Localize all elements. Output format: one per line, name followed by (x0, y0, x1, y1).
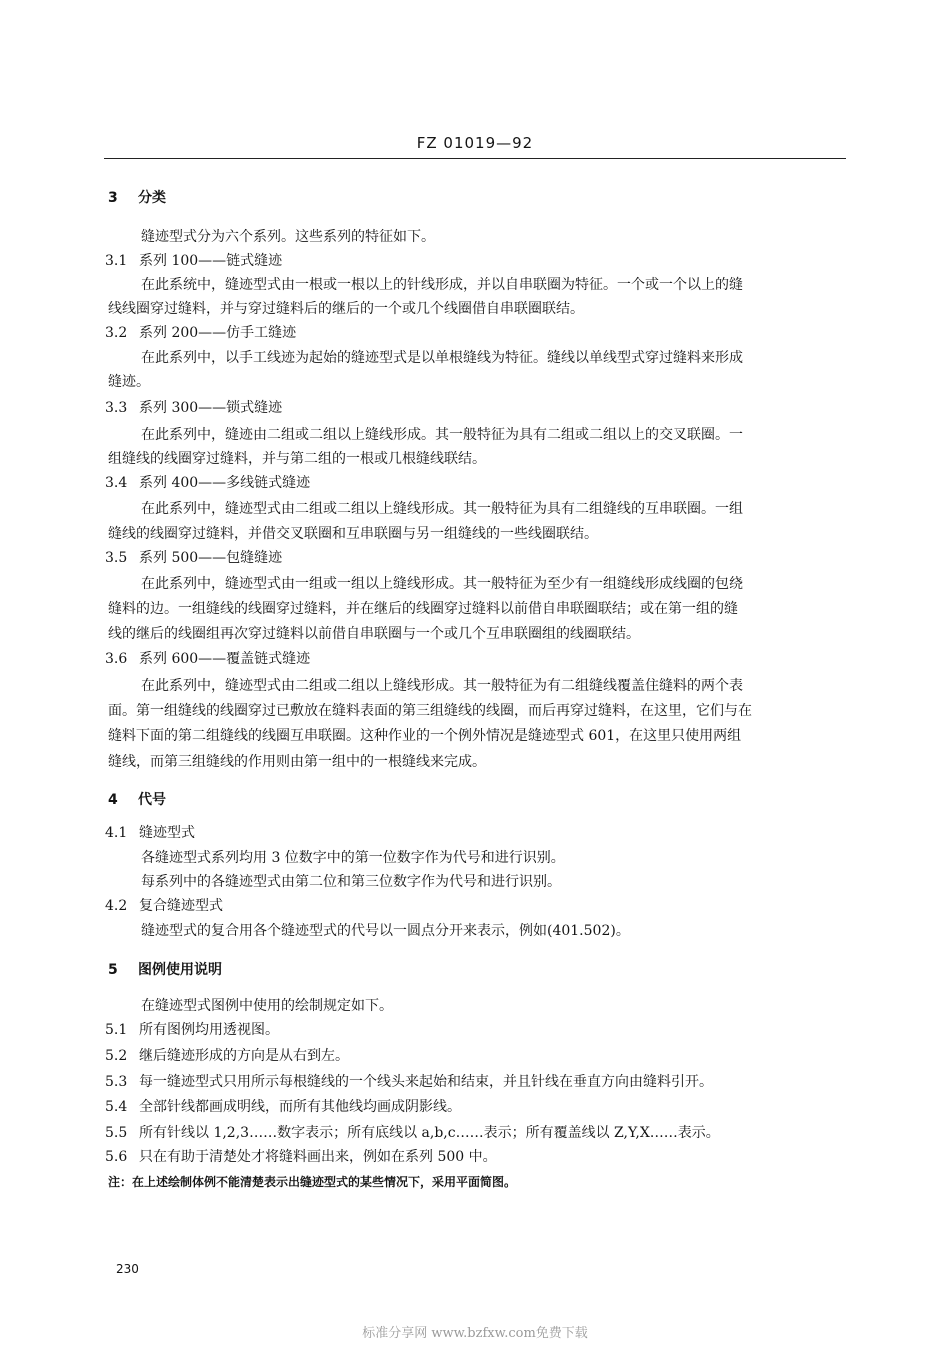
section-3-heading (108, 189, 166, 207)
subsection-title: 系列 300——锁式缝迹 (139, 400, 283, 416)
subsection-title: 系列 100——链式缝迹 (139, 253, 283, 269)
paragraph-line: 面。第一组缝线的线圈穿过已敷放在缝料表面的第三组缝线的线圈，而后再穿过缝料，在这里，它们与在 (108, 703, 752, 719)
item-number: 5.2 (105, 1048, 128, 1064)
section-5-heading (108, 961, 222, 979)
subsection-3-6-heading (105, 650, 310, 668)
subsection-number: 3.2 (105, 325, 128, 341)
item-text: 继后缝迹形成的方向是从右到左。 (139, 1048, 349, 1064)
paragraph-line: 线线圈穿过缝料，并与穿过缝料后的继后的一个或几个线圈借自串联圈联结。 (108, 301, 584, 317)
item-number: 5.1 (105, 1022, 128, 1038)
paragraph-line: 缝迹。 (108, 374, 150, 390)
subsection-number: 3.6 (105, 651, 128, 667)
section-number: 4 (108, 792, 118, 808)
list-item (105, 1124, 720, 1142)
subsection-title: 系列 200——仿手工缝迹 (139, 325, 297, 341)
section-title: 图例使用说明 (138, 962, 222, 978)
subsection-3-2-heading (105, 324, 296, 342)
subsection-title: 系列 500——包缝缝迹 (139, 550, 283, 566)
subsection-4-2-heading (105, 897, 223, 915)
subsection-3-1-heading (105, 252, 282, 270)
paragraph-line: 组缝线的线圈穿过缝料，并与第二组的一根或几根缝线联结。 (108, 451, 486, 467)
paragraph-line: 在此系列中，缝迹型式由二组或二组以上缝线形成。其一般特征为具有二组缝线的互串联圈。一组 (141, 501, 743, 517)
section-4-heading (108, 791, 166, 809)
item-number: 5.6 (105, 1149, 128, 1165)
section-title: 分类 (138, 190, 166, 206)
list-item (105, 1148, 497, 1166)
item-text: 所有针线以 1,2,3……数字表示；所有底线以 a,b,c……表示；所有覆盖线以 Z,Y,X……表示。 (139, 1125, 720, 1141)
paragraph-line: 缝线，而第三组缝线的作用则由第一组中的一根缝线来完成。 (108, 754, 486, 770)
paragraph-line: 每系列中的各缝迹型式由第二位和第三位数字作为代号和进行识别。 (141, 874, 561, 890)
subsection-number: 3.4 (105, 475, 128, 491)
paragraph: 在缝迹型式图例中使用的绘制规定如下。 (141, 998, 393, 1014)
subsection-number: 3.5 (105, 550, 128, 566)
section-title: 代号 (138, 792, 166, 808)
subsection-title: 系列 600——覆盖链式缝迹 (139, 651, 311, 667)
paragraph-line: 在此系统中，缝迹型式由一根或一根以上的针线形成，并以自串联圈为特征。一个或一个以上的缝 (141, 277, 743, 293)
watermark: 标准分享网 www.bzfxw.com免费下载 (362, 1326, 588, 1341)
paragraph-line: 在此系列中，以手工线迹为起始的缝迹型式是以单根缝线为特征。缝线以单线型式穿过缝料来形成 (141, 350, 743, 366)
list-item (105, 1098, 461, 1116)
paragraph-line: 线的继后的线圈组再次穿过缝料以前借自串联圈与一个或几个互串联圈组的线圈联结。 (108, 626, 640, 642)
section-number: 3 (108, 190, 118, 206)
list-item (105, 1047, 349, 1065)
subsection-title: 缝迹型式 (139, 825, 195, 841)
paragraph-line: 在此系列中，缝迹由二组或二组以上缝线形成。其一般特征为具有二组或二组以上的交叉联圈。一 (141, 427, 743, 443)
paragraph-line: 缝迹型式的复合用各个缝迹型式的代号以一圆点分开来表示，例如(401.502)。 (141, 923, 630, 939)
item-number: 5.5 (105, 1125, 128, 1141)
item-text: 所有图例均用透视图。 (139, 1022, 279, 1038)
subsection-number: 3.1 (105, 253, 128, 269)
paragraph: 缝迹型式分为六个系列。这些系列的特征如下。 (141, 229, 435, 245)
subsection-3-4-heading (105, 474, 310, 492)
note: 注：在上述绘制体例不能清楚表示出缝迹型式的某些情况下，采用平面简图。 (108, 1175, 517, 1189)
item-number: 5.4 (105, 1099, 128, 1115)
item-number: 5.3 (105, 1074, 128, 1090)
section-number: 5 (108, 962, 118, 978)
paragraph-line: 缝料下面的第二组缝线的线圈互串联圈。这种作业的一个例外情况是缝迹型式 601，在这里只使用两组 (108, 728, 742, 744)
list-item (105, 1073, 713, 1091)
item-text: 全部针线都画成明线，而所有其他线均画成阴影线。 (139, 1099, 461, 1115)
paragraph-line: 缝线的线圈穿过缝料，并借交叉联圈和互串联圈与另一组缝线的一些线圈联结。 (108, 526, 598, 542)
subsection-3-5-heading (105, 549, 282, 567)
subsection-4-1-heading (105, 824, 195, 842)
paragraph-line: 在此系列中，缝迹型式由一组或一组以上缝线形成。其一般特征为至少有一组缝线形成线圈的包绕 (141, 576, 743, 592)
subsection-3-3-heading (105, 399, 282, 417)
item-text: 只在有助于清楚处才将缝料画出来，例如在系列 500 中。 (139, 1149, 497, 1165)
paragraph-line: 各缝迹型式系列均用 3 位数字中的第一位数字作为代号和进行识别。 (141, 850, 565, 866)
paragraph-line: 缝料的边。一组缝线的线圈穿过缝料，并在继后的线圈穿过缝料以前借自串联圈联结；或在第一组的缝 (108, 601, 738, 617)
paragraph-line: 在此系列中，缝迹型式由二组或二组以上缝线形成。其一般特征为有二组缝线覆盖住缝料的两个表 (141, 678, 743, 694)
subsection-number: 4.2 (105, 898, 128, 914)
page-number: 230 (116, 1262, 139, 1276)
item-text: 每一缝迹型式只用所示每根缝线的一个线头来起始和结束，并且针线在垂直方向由缝料引开。 (139, 1074, 713, 1090)
list-item (105, 1021, 279, 1039)
subsection-title: 系列 400——多线链式缝迹 (139, 475, 311, 491)
header-rule (104, 158, 846, 159)
subsection-number: 4.1 (105, 825, 128, 841)
subsection-title: 复合缝迹型式 (139, 898, 223, 914)
subsection-number: 3.3 (105, 400, 128, 416)
standard-code: FZ 01019—92 (416, 134, 534, 152)
